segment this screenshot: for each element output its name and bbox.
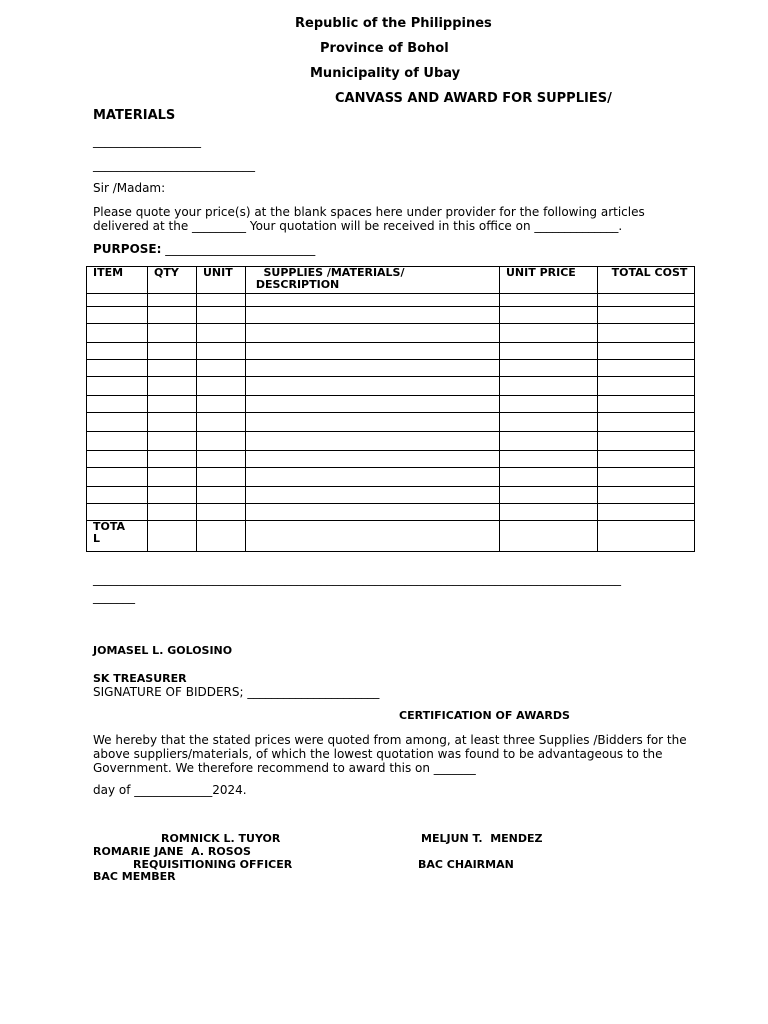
table-row <box>87 396 695 413</box>
table-row <box>87 343 695 360</box>
table-cell <box>246 396 500 413</box>
table-cell <box>148 451 197 468</box>
table-cell <box>197 413 246 432</box>
table-cell <box>500 468 598 487</box>
table-cell <box>598 324 695 343</box>
table-cell <box>87 487 148 504</box>
purpose-blank: _________________________ <box>161 242 316 256</box>
table-cell <box>500 324 598 343</box>
table-cell <box>246 413 500 432</box>
bidders-signature-blank: ______________________ <box>243 685 380 699</box>
col-header-description: SUPPLIES /MATERIALS/ DESCRIPTION <box>246 267 500 294</box>
col-header-qty: QTY <box>148 267 197 294</box>
document-title-continued: MATERIALS <box>93 108 176 123</box>
col-header-item: ITEM <box>87 267 148 294</box>
table-cell <box>197 343 246 360</box>
table-header-row <box>87 267 695 294</box>
table-cell <box>598 468 695 487</box>
address-blank-line-1: __________________ <box>93 134 201 148</box>
table-cell <box>500 360 598 377</box>
table-cell <box>197 468 246 487</box>
total-cell <box>500 521 598 552</box>
table-row <box>87 294 695 307</box>
table-cell <box>197 294 246 307</box>
table-cell <box>87 451 148 468</box>
table-cell <box>598 377 695 396</box>
table-row <box>87 487 695 504</box>
table-row <box>87 307 695 324</box>
table-cell <box>246 504 500 521</box>
table-total-row <box>87 521 695 552</box>
table-cell <box>500 487 598 504</box>
table-cell <box>148 294 197 307</box>
table-cell <box>197 307 246 324</box>
table-cell <box>598 294 695 307</box>
table-cell <box>246 294 500 307</box>
table-cell <box>246 432 500 451</box>
total-cell <box>197 521 246 552</box>
col-header-total-cost: TOTAL COST <box>598 267 695 294</box>
table-cell <box>87 396 148 413</box>
salutation: Sir /Madam: <box>93 181 166 195</box>
table-cell <box>197 432 246 451</box>
table-row <box>87 377 695 396</box>
table-cell <box>197 324 246 343</box>
table-cell <box>197 451 246 468</box>
table-row <box>87 360 695 377</box>
table-cell <box>148 504 197 521</box>
bac-member-name: ROMARIE JANE A. ROSOS <box>93 845 251 858</box>
header-republic: Republic of the Philippines <box>295 16 492 31</box>
table-cell <box>500 294 598 307</box>
bac-chairman-name: MELJUN T. MENDEZ <box>421 832 543 845</box>
table-cell <box>500 396 598 413</box>
table-cell <box>598 343 695 360</box>
table-cell <box>87 360 148 377</box>
table-cell <box>246 377 500 396</box>
table-cell <box>246 487 500 504</box>
table-cell <box>598 504 695 521</box>
table-cell <box>197 377 246 396</box>
table-cell <box>197 396 246 413</box>
bac-member-title: BAC MEMBER <box>93 870 176 883</box>
table-cell <box>87 377 148 396</box>
table-body <box>87 294 695 552</box>
table-cell <box>148 343 197 360</box>
signatory-position: SK TREASURER <box>93 672 187 685</box>
certification-title: CERTIFICATION OF AWARDS <box>399 709 570 722</box>
intro-paragraph: Please quote your price(s) at the blank spaces here under provider for the following articles delivered at the _________ Your quotation will be received in this office on ______________. <box>93 205 645 233</box>
table-cell <box>598 307 695 324</box>
separator-line: ________________________________________________________________________________________ <box>93 572 621 586</box>
table-cell <box>500 432 598 451</box>
table-row <box>87 432 695 451</box>
table-cell <box>246 343 500 360</box>
table-cell <box>197 487 246 504</box>
col-header-unit: UNIT <box>197 267 246 294</box>
table-cell <box>148 432 197 451</box>
total-cell <box>148 521 197 552</box>
address-blank-line-2: ___________________________ <box>93 158 255 172</box>
table-row <box>87 451 695 468</box>
table-cell <box>246 360 500 377</box>
table-cell <box>246 468 500 487</box>
table-cell <box>598 432 695 451</box>
total-cell <box>246 521 500 552</box>
table-row <box>87 504 695 521</box>
table-cell <box>87 468 148 487</box>
table-cell <box>87 307 148 324</box>
signatory-name: JOMASEL L. GOLOSINO <box>93 644 233 657</box>
certification-body: We hereby that the stated prices were quoted from among, at least three Supplies /Bidders for the above suppliers/materials, of which the lowest quotation was found to be advantageous to the Government. We therefore recommend to award this on _______ <box>93 733 687 775</box>
table-cell <box>87 504 148 521</box>
document-title: CANVASS AND AWARD FOR SUPPLIES/ <box>335 91 612 106</box>
table-cell <box>500 307 598 324</box>
header-municipality: Municipality of Ubay <box>310 66 461 81</box>
table-cell <box>87 413 148 432</box>
table-cell <box>598 413 695 432</box>
table-cell <box>148 324 197 343</box>
table-cell <box>87 432 148 451</box>
total-cell <box>598 521 695 552</box>
table-cell <box>197 360 246 377</box>
table-cell <box>246 307 500 324</box>
bac-chairman-title: BAC CHAIRMAN <box>418 858 514 871</box>
requisitioning-officer-title: REQUISITIONING OFFICER <box>133 858 293 871</box>
table-cell <box>87 324 148 343</box>
table-row <box>87 413 695 432</box>
table-cell <box>500 451 598 468</box>
table-cell <box>148 307 197 324</box>
header-province: Province of Bohol <box>320 41 449 56</box>
certification-day-line: day of _____________2024. <box>93 783 247 797</box>
table-row <box>87 324 695 343</box>
table-cell <box>148 468 197 487</box>
separator-line-continued: _______ <box>93 590 135 604</box>
table-cell <box>598 396 695 413</box>
table-cell <box>87 294 148 307</box>
bidders-signature-line <box>93 685 379 699</box>
table-cell <box>500 413 598 432</box>
table-cell <box>500 504 598 521</box>
table-cell <box>598 451 695 468</box>
total-label: TOTA L <box>87 521 148 552</box>
canvass-table <box>86 266 695 552</box>
table-cell <box>87 343 148 360</box>
table-cell <box>148 487 197 504</box>
table-row <box>87 468 695 487</box>
table-cell <box>246 451 500 468</box>
table-cell <box>246 324 500 343</box>
purpose-label: PURPOSE: <box>93 242 162 256</box>
table-cell <box>148 413 197 432</box>
table-cell <box>148 360 197 377</box>
table-cell <box>148 396 197 413</box>
table-cell <box>148 377 197 396</box>
purpose-line <box>93 242 315 256</box>
table-cell <box>500 343 598 360</box>
table-cell <box>500 377 598 396</box>
table-cell <box>197 504 246 521</box>
table-cell <box>598 360 695 377</box>
table-cell <box>598 487 695 504</box>
requisitioning-officer-name: ROMNICK L. TUYOR <box>161 832 281 845</box>
bidders-signature-label: SIGNATURE OF BIDDERS; <box>93 685 244 699</box>
col-header-unit-price: UNIT PRICE <box>500 267 598 294</box>
